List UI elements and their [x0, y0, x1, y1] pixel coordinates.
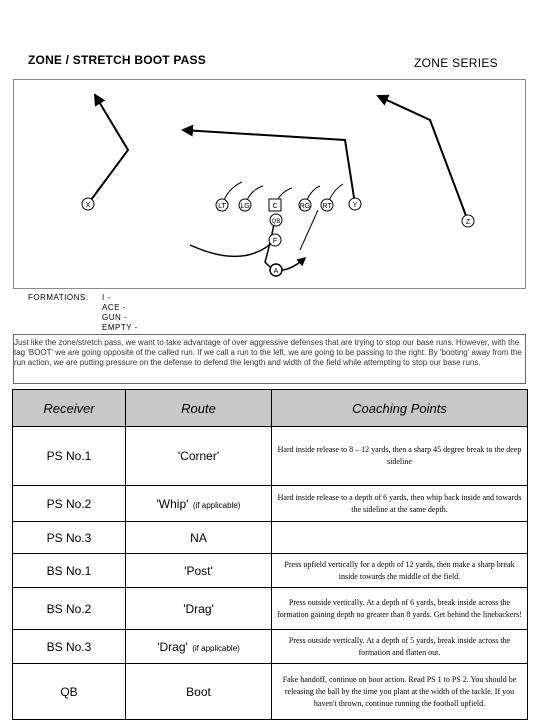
- routes-table: [12, 389, 528, 720]
- receiver-cell: QB: [13, 664, 126, 720]
- route-cell: NA: [126, 522, 272, 554]
- receiver-cell: BS No.1: [13, 554, 126, 588]
- play-diagram: [0, 0, 540, 300]
- player-a-label: A: [273, 268, 279, 275]
- formation-item-ace: ACE -: [102, 303, 126, 312]
- receiver-cell: PS No.2: [13, 486, 126, 522]
- route-note: (if applicable): [192, 500, 241, 510]
- route-note: (if applicable): [192, 643, 240, 653]
- table-row: [13, 630, 528, 664]
- formation-item-gun: GUN -: [102, 313, 128, 322]
- coaching-points-cell: Fake handoff, continue on boot action. Read PS 1 to PS 2. You should be releasing the ball by the time you plant at the width of the tackle. If you haven't thrown, continue running the football upfield.: [272, 664, 528, 720]
- player-y-label: Y: [352, 202, 358, 209]
- table-row: [13, 427, 528, 486]
- coaching-points-cell: Hard inside release to a depth of 6 yards, then whip back inside and towards the sideline at the same depth.: [272, 486, 528, 522]
- receiver-cell: BS No.2: [13, 588, 126, 630]
- coaching-points-cell: Hard inside release to 8 – 12 yards, then a sharp 45 degree break to the deep sideline: [272, 427, 528, 486]
- player-x-label: X: [85, 202, 91, 209]
- receiver-cell: BS No.3: [13, 630, 126, 664]
- player-c-label: C: [272, 203, 278, 210]
- route-cell: [126, 630, 272, 664]
- player-qb-label: QB: [271, 219, 281, 225]
- player-z-label: Z: [465, 219, 471, 226]
- player-lt-label: LT: [218, 203, 226, 210]
- route-y-corner: [183, 130, 355, 204]
- route-cell: 'Corner': [126, 427, 272, 486]
- player-f-label: F: [272, 238, 278, 245]
- coaching-points-cell: Press outside vertically. At a depth of 5 yards, break inside across the formation and flatten out.: [272, 630, 528, 664]
- player-x: [82, 198, 94, 210]
- route-cell: [126, 486, 272, 522]
- series-label: ZONE SERIES: [414, 56, 498, 70]
- formation-item-i: I -: [102, 293, 111, 302]
- coaching-points-cell: Press outside vertically. At a depth of 6 yards, break inside across the formation gaining depth no greater than 8 yards. Get behind the linebackers!: [272, 588, 528, 630]
- route-x-post: [88, 95, 128, 204]
- player-rg-label: RG: [299, 203, 311, 210]
- player-rg: [299, 199, 311, 211]
- header-coaching-points: Coaching Points: [272, 390, 528, 427]
- player-a: [270, 264, 282, 276]
- player-y: [349, 198, 361, 210]
- route-z-corner: [378, 96, 468, 221]
- route-cell: 'Drag': [126, 588, 272, 630]
- coaching-points-cell: [272, 522, 528, 554]
- player-f: [269, 234, 281, 246]
- formation-list: [102, 293, 138, 333]
- coaching-points-cell: Press upfield vertically for a depth of 12 yards, then make a sharp break inside towards the middle of the field.: [272, 554, 528, 588]
- play-description: Just like the zone/stretch pass, we want to take advantage of over aggressive defenses that are trying to stop our base runs. However, with the tag 'BOOT' we are going opposite of the called run. If we call a run to the left, we are going to be passing to the right. By 'booting' away from the run action, we are putting pressure on the defense to defend the length and width of the field while attempting to stop our base runs.: [14, 338, 522, 367]
- receiver-cell: PS No.3: [13, 522, 126, 554]
- table-row: [13, 554, 528, 588]
- table-row: [13, 486, 528, 522]
- player-z: [462, 215, 474, 227]
- header-receiver: Receiver: [13, 390, 126, 427]
- table-header-row: [13, 390, 528, 427]
- route-f-drag: [190, 238, 278, 256]
- route-name: 'Drag': [157, 639, 188, 654]
- player-c: [269, 199, 281, 211]
- table-row: [13, 664, 528, 720]
- player-lt: [216, 199, 228, 211]
- formation-item-empty: EMPTY -: [102, 323, 138, 332]
- player-rt: [321, 199, 333, 211]
- route-cell: 'Post': [126, 554, 272, 588]
- table-row: [13, 588, 528, 630]
- table-row: [13, 522, 528, 554]
- te-pass-line: [300, 210, 318, 250]
- receiver-cell: PS No.1: [13, 427, 126, 486]
- formations-label: FORMATIONS:: [28, 293, 89, 302]
- player-qb: [270, 214, 282, 226]
- player-rt-label: RT: [322, 203, 332, 210]
- player-lg-label: LG: [240, 203, 250, 210]
- page-title: ZONE / STRETCH BOOT PASS: [28, 53, 206, 67]
- route-cell: Boot: [126, 664, 272, 720]
- player-lg: [239, 199, 251, 211]
- route-name: 'Whip': [156, 496, 189, 511]
- header-route: Route: [126, 390, 272, 427]
